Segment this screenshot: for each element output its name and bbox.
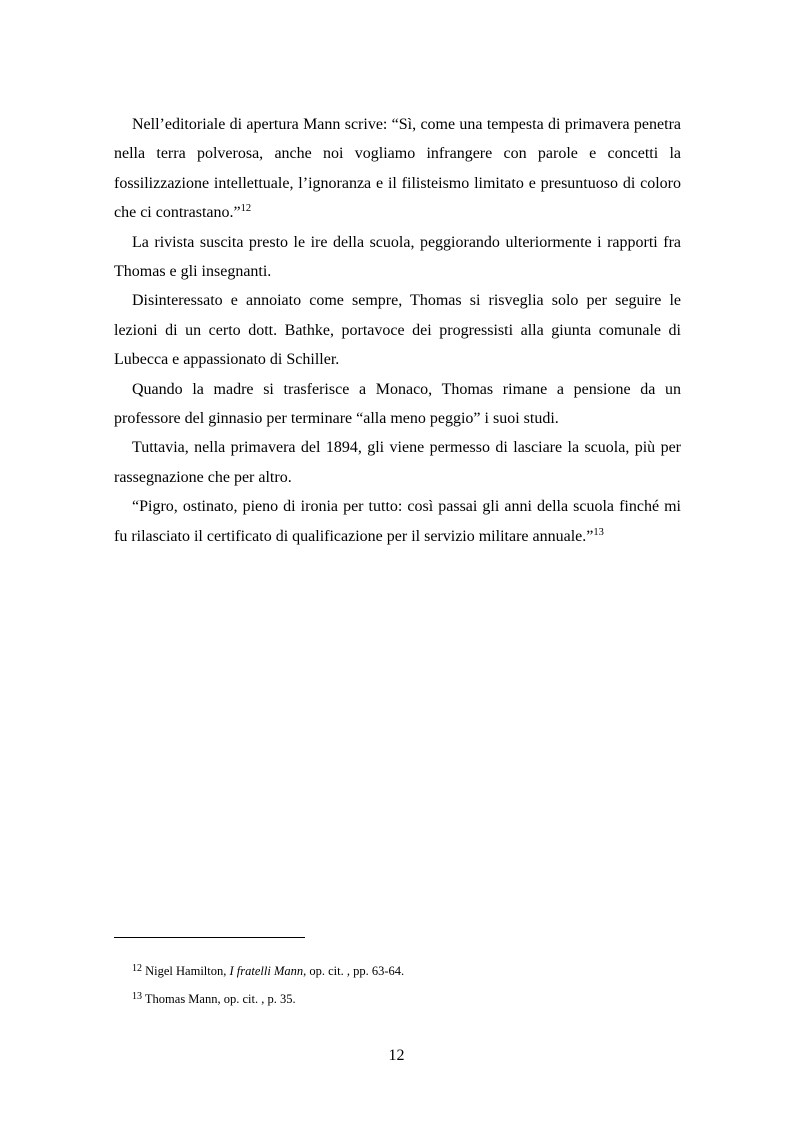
footnote-title: I fratelli Mann	[229, 964, 304, 978]
page-number: 12	[388, 1047, 405, 1064]
paragraph-text: Tuttavia, nella primavera del 1894, gli viene permesso di lasciare la scuola, più per rassegnazione che per altro.	[114, 439, 681, 486]
footnote-number: 12	[132, 963, 142, 974]
paragraph	[114, 228, 681, 287]
paragraph	[114, 286, 681, 374]
paragraph-text: La rivista suscita presto le ire della scuola, peggiorando ulteriormente i rapporti fra Thomas e gli insegnanti.	[114, 233, 681, 281]
footnote-reference[interactable]: 13	[593, 526, 604, 538]
footnote	[114, 957, 681, 985]
paragraph-text: “Pigro, ostinato, pieno di ironia per tutto: così passai gli anni della scuola finché mi fu rilasciato il certificato di qualificazione per il servizio militare annuale.”	[114, 498, 681, 545]
paragraph	[114, 433, 681, 492]
paragraph	[114, 492, 681, 551]
paragraph-text: Disinteressato e annoiato come sempre, Thomas si risveglia solo per seguire le lezioni di un certo dott. Bathke, portavoce dei progressisti alla giunta comunale di Lubecca e appassionato di Schiller.	[114, 292, 681, 369]
body-text	[114, 110, 681, 551]
footnote-separator	[114, 937, 305, 938]
footnote-number: 13	[132, 991, 142, 1002]
footnote-text: Thomas Mann, op. cit. , p. 35.	[144, 992, 296, 1006]
paragraph-text: Quando la madre si trasferisce a Monaco, Thomas rimane a pensione da un professore del ginnasio per terminare “alla meno peggio” i suoi studi.	[114, 380, 681, 428]
footnote	[114, 985, 681, 1013]
paragraph-text: Nell’editoriale di apertura Mann scrive: “Sì, come una tempesta di primavera penetra nella terra polverosa, anche noi vogliamo infrangere con parole e concetti la fossilizzazione intellettuale, l’ignoranza e il filisteismo limitato e presuntuoso di coloro che ci contrastano.”	[114, 116, 681, 222]
footnote-author: Nigel Hamilton,	[145, 964, 227, 978]
paragraph	[114, 110, 681, 228]
footnote-reference[interactable]: 12	[240, 203, 252, 215]
footnote-citation: , op. cit. , pp. 63-64.	[303, 964, 405, 978]
paragraph	[114, 375, 681, 434]
footnotes	[114, 957, 681, 1013]
